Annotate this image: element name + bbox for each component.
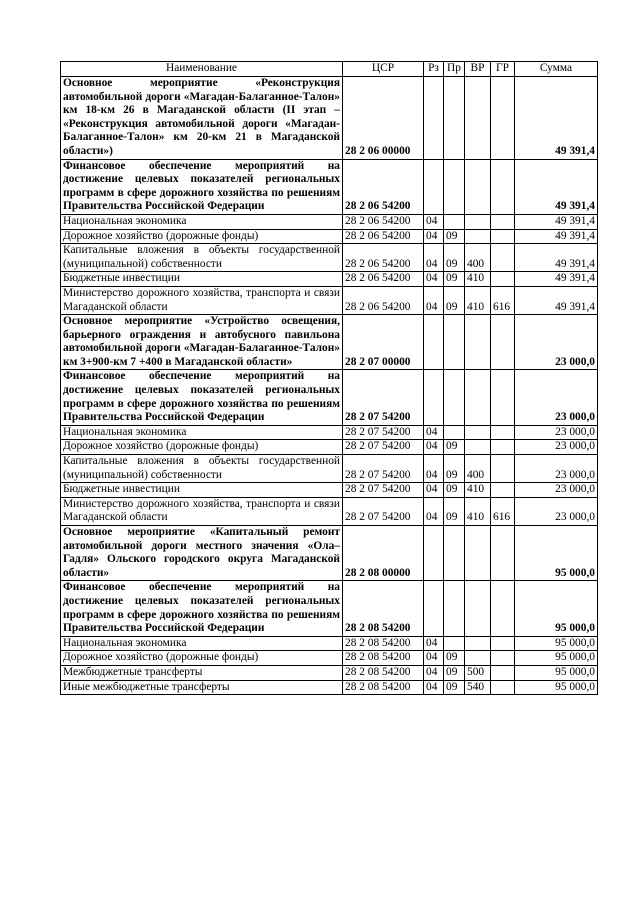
row-gr-cell xyxy=(491,581,515,636)
table-row xyxy=(61,651,598,666)
row-csr-cell: 28 2 07 54200 xyxy=(343,425,424,440)
row-rz-cell: 04 xyxy=(424,272,444,287)
row-csr-cell: 28 2 08 54200 xyxy=(343,665,424,680)
row-name-cell: Национальная экономика xyxy=(61,636,343,651)
row-csr-cell: 28 2 08 54200 xyxy=(343,680,424,695)
row-gr-cell xyxy=(491,680,515,695)
row-csr-cell: 28 2 06 54200 xyxy=(343,244,424,272)
row-vr-cell xyxy=(465,77,491,160)
table-row xyxy=(61,680,598,695)
row-sum-cell: 49 391,4 xyxy=(515,272,598,287)
row-gr-cell xyxy=(491,272,515,287)
row-rz-cell: 04 xyxy=(424,440,444,455)
table-row xyxy=(61,286,598,314)
row-sum-cell: 95 000,0 xyxy=(515,581,598,636)
header-pr: Пр xyxy=(444,62,465,77)
row-gr-cell xyxy=(491,159,515,214)
row-pr-cell: 09 xyxy=(444,483,465,498)
row-sum-cell: 23 000,0 xyxy=(515,440,598,455)
row-sum-cell: 23 000,0 xyxy=(515,425,598,440)
row-sum-cell: 95 000,0 xyxy=(515,680,598,695)
row-sum-cell: 23 000,0 xyxy=(515,370,598,425)
row-vr-cell xyxy=(465,440,491,455)
row-gr-cell: 616 xyxy=(491,497,515,525)
row-pr-cell: 09 xyxy=(444,455,465,483)
row-sum-cell: 23 000,0 xyxy=(515,455,598,483)
row-pr-cell: 09 xyxy=(444,286,465,314)
table-row xyxy=(61,497,598,525)
row-name-cell: Основное мероприятие «Реконструкция автомобильной дороги «Магадан-Балаганное-Талон» км 18-км 26 в Магаданской области (II этап – «Реконструкция автомобильной дороги «Магадан-Балаганное-Талон» км 20-км 21 в Магаданской области») xyxy=(61,77,343,160)
row-gr-cell xyxy=(491,636,515,651)
row-vr-cell: 410 xyxy=(465,286,491,314)
row-name-cell: Дорожное хозяйство (дорожные фонды) xyxy=(61,651,343,666)
row-vr-cell xyxy=(465,229,491,244)
header-vr: ВР xyxy=(465,62,491,77)
row-vr-cell xyxy=(465,636,491,651)
row-csr-cell: 28 2 07 54200 xyxy=(343,497,424,525)
row-pr-cell xyxy=(444,315,465,370)
row-pr-cell xyxy=(444,581,465,636)
row-csr-cell: 28 2 07 54200 xyxy=(343,440,424,455)
row-rz-cell: 04 xyxy=(424,286,444,314)
row-csr-cell: 28 2 08 00000 xyxy=(343,526,424,581)
row-name-cell: Межбюджетные трансферты xyxy=(61,665,343,680)
row-name-cell: Основное мероприятие «Устройство освещения, барьерного ограждения и автобусного павильона автомобильной дороги «Магадан-Балаганное-Талон» км 3+900-км 7 +400 в Магаданской области» xyxy=(61,315,343,370)
row-pr-cell: 09 xyxy=(444,272,465,287)
table-row xyxy=(61,214,598,229)
row-csr-cell: 28 2 06 54200 xyxy=(343,272,424,287)
table-row xyxy=(61,526,598,581)
row-rz-cell xyxy=(424,315,444,370)
row-pr-cell xyxy=(444,159,465,214)
row-gr-cell xyxy=(491,244,515,272)
row-name-cell: Иные межбюджетные трансферты xyxy=(61,680,343,695)
row-name-cell: Дорожное хозяйство (дорожные фонды) xyxy=(61,440,343,455)
row-gr-cell xyxy=(491,229,515,244)
row-name-cell: Капитальные вложения в объекты государственной (муниципальной) собственности xyxy=(61,455,343,483)
table-row xyxy=(61,159,598,214)
row-csr-cell: 28 2 06 00000 xyxy=(343,77,424,160)
row-gr-cell xyxy=(491,651,515,666)
header-sum: Сумма xyxy=(515,62,598,77)
row-vr-cell: 410 xyxy=(465,272,491,287)
row-rz-cell xyxy=(424,581,444,636)
table-row xyxy=(61,229,598,244)
row-csr-cell: 28 2 06 54200 xyxy=(343,229,424,244)
row-vr-cell xyxy=(465,370,491,425)
row-vr-cell: 540 xyxy=(465,680,491,695)
row-sum-cell: 95 000,0 xyxy=(515,651,598,666)
table-row xyxy=(61,483,598,498)
row-name-cell: Министерство дорожного хозяйства, транспорта и связи Магаданской области xyxy=(61,497,343,525)
row-sum-cell: 49 391,4 xyxy=(515,286,598,314)
row-rz-cell: 04 xyxy=(424,636,444,651)
header-name: Наименование xyxy=(61,62,343,77)
row-rz-cell: 04 xyxy=(424,680,444,695)
row-sum-cell: 95 000,0 xyxy=(515,636,598,651)
table-row xyxy=(61,455,598,483)
row-sum-cell: 23 000,0 xyxy=(515,315,598,370)
row-rz-cell xyxy=(424,526,444,581)
row-csr-cell: 28 2 06 54200 xyxy=(343,286,424,314)
row-sum-cell: 49 391,4 xyxy=(515,214,598,229)
row-name-cell: Национальная экономика xyxy=(61,214,343,229)
table-row xyxy=(61,581,598,636)
row-pr-cell xyxy=(444,214,465,229)
table-row xyxy=(61,665,598,680)
row-vr-cell: 410 xyxy=(465,497,491,525)
row-csr-cell: 28 2 07 54200 xyxy=(343,455,424,483)
table-row xyxy=(61,244,598,272)
row-rz-cell: 04 xyxy=(424,665,444,680)
row-rz-cell: 04 xyxy=(424,244,444,272)
row-rz-cell xyxy=(424,370,444,425)
row-csr-cell: 28 2 07 00000 xyxy=(343,315,424,370)
row-pr-cell xyxy=(444,77,465,160)
row-vr-cell xyxy=(465,315,491,370)
budget-table xyxy=(60,61,598,695)
row-gr-cell xyxy=(491,440,515,455)
row-gr-cell xyxy=(491,425,515,440)
row-sum-cell: 95 000,0 xyxy=(515,526,598,581)
row-vr-cell xyxy=(465,581,491,636)
table-row xyxy=(61,636,598,651)
row-pr-cell: 09 xyxy=(444,497,465,525)
row-gr-cell xyxy=(491,315,515,370)
row-vr-cell xyxy=(465,214,491,229)
row-gr-cell xyxy=(491,214,515,229)
row-gr-cell xyxy=(491,665,515,680)
row-name-cell: Министерство дорожного хозяйства, транспорта и связи Магаданской области xyxy=(61,286,343,314)
row-rz-cell: 04 xyxy=(424,229,444,244)
row-sum-cell: 49 391,4 xyxy=(515,77,598,160)
row-vr-cell: 400 xyxy=(465,455,491,483)
table-row xyxy=(61,315,598,370)
row-pr-cell xyxy=(444,425,465,440)
row-name-cell: Национальная экономика xyxy=(61,425,343,440)
row-sum-cell: 49 391,4 xyxy=(515,229,598,244)
table-row xyxy=(61,440,598,455)
row-csr-cell: 28 2 06 54200 xyxy=(343,214,424,229)
row-pr-cell xyxy=(444,370,465,425)
row-name-cell: Дорожное хозяйство (дорожные фонды) xyxy=(61,229,343,244)
table-header-row xyxy=(61,62,598,77)
row-sum-cell: 23 000,0 xyxy=(515,483,598,498)
table-body xyxy=(61,77,598,695)
row-rz-cell: 04 xyxy=(424,425,444,440)
row-rz-cell: 04 xyxy=(424,483,444,498)
row-pr-cell xyxy=(444,526,465,581)
header-rz: Рз xyxy=(424,62,444,77)
row-csr-cell: 28 2 08 54200 xyxy=(343,581,424,636)
row-gr-cell xyxy=(491,526,515,581)
table-row xyxy=(61,272,598,287)
row-pr-cell xyxy=(444,636,465,651)
row-csr-cell: 28 2 07 54200 xyxy=(343,483,424,498)
row-vr-cell: 500 xyxy=(465,665,491,680)
row-name-cell: Основное мероприятие «Капитальный ремонт автомобильной дороги местного значения «Ола–Гадля» Ольского городского округа Магаданской области» xyxy=(61,526,343,581)
row-csr-cell: 28 2 06 54200 xyxy=(343,159,424,214)
row-name-cell: Бюджетные инвестиции xyxy=(61,483,343,498)
row-rz-cell xyxy=(424,159,444,214)
row-csr-cell: 28 2 07 54200 xyxy=(343,370,424,425)
table-row xyxy=(61,370,598,425)
row-gr-cell xyxy=(491,455,515,483)
row-gr-cell xyxy=(491,370,515,425)
row-name-cell: Финансовое обеспечение мероприятий на достижение целевых показателей региональных программ в сфере дорожного хозяйства по решениям Правительства Российской Федерации xyxy=(61,370,343,425)
row-rz-cell: 04 xyxy=(424,214,444,229)
row-sum-cell: 49 391,4 xyxy=(515,244,598,272)
row-vr-cell xyxy=(465,526,491,581)
row-pr-cell: 09 xyxy=(444,440,465,455)
row-pr-cell: 09 xyxy=(444,229,465,244)
row-name-cell: Финансовое обеспечение мероприятий на достижение целевых показателей региональных программ в сфере дорожного хозяйства по решениям Правительства Российской Федерации xyxy=(61,581,343,636)
header-csr: ЦСР xyxy=(343,62,424,77)
row-sum-cell: 49 391,4 xyxy=(515,159,598,214)
row-csr-cell: 28 2 08 54200 xyxy=(343,636,424,651)
row-vr-cell: 400 xyxy=(465,244,491,272)
row-rz-cell: 04 xyxy=(424,651,444,666)
row-vr-cell xyxy=(465,159,491,214)
row-csr-cell: 28 2 08 54200 xyxy=(343,651,424,666)
row-rz-cell: 04 xyxy=(424,455,444,483)
row-pr-cell: 09 xyxy=(444,651,465,666)
row-rz-cell: 04 xyxy=(424,497,444,525)
row-vr-cell xyxy=(465,651,491,666)
row-pr-cell: 09 xyxy=(444,244,465,272)
row-gr-cell xyxy=(491,483,515,498)
row-sum-cell: 23 000,0 xyxy=(515,497,598,525)
row-rz-cell xyxy=(424,77,444,160)
table-row xyxy=(61,425,598,440)
row-pr-cell: 09 xyxy=(444,680,465,695)
row-gr-cell: 616 xyxy=(491,286,515,314)
row-name-cell: Бюджетные инвестиции xyxy=(61,272,343,287)
row-gr-cell xyxy=(491,77,515,160)
row-name-cell: Капитальные вложения в объекты государственной (муниципальной) собственности xyxy=(61,244,343,272)
header-gr: ГР xyxy=(491,62,515,77)
row-vr-cell xyxy=(465,425,491,440)
table-row xyxy=(61,77,598,160)
row-name-cell: Финансовое обеспечение мероприятий на достижение целевых показателей региональных программ в сфере дорожного хозяйства по решениям Правительства Российской Федерации xyxy=(61,159,343,214)
row-sum-cell: 95 000,0 xyxy=(515,665,598,680)
row-vr-cell: 410 xyxy=(465,483,491,498)
row-pr-cell: 09 xyxy=(444,665,465,680)
